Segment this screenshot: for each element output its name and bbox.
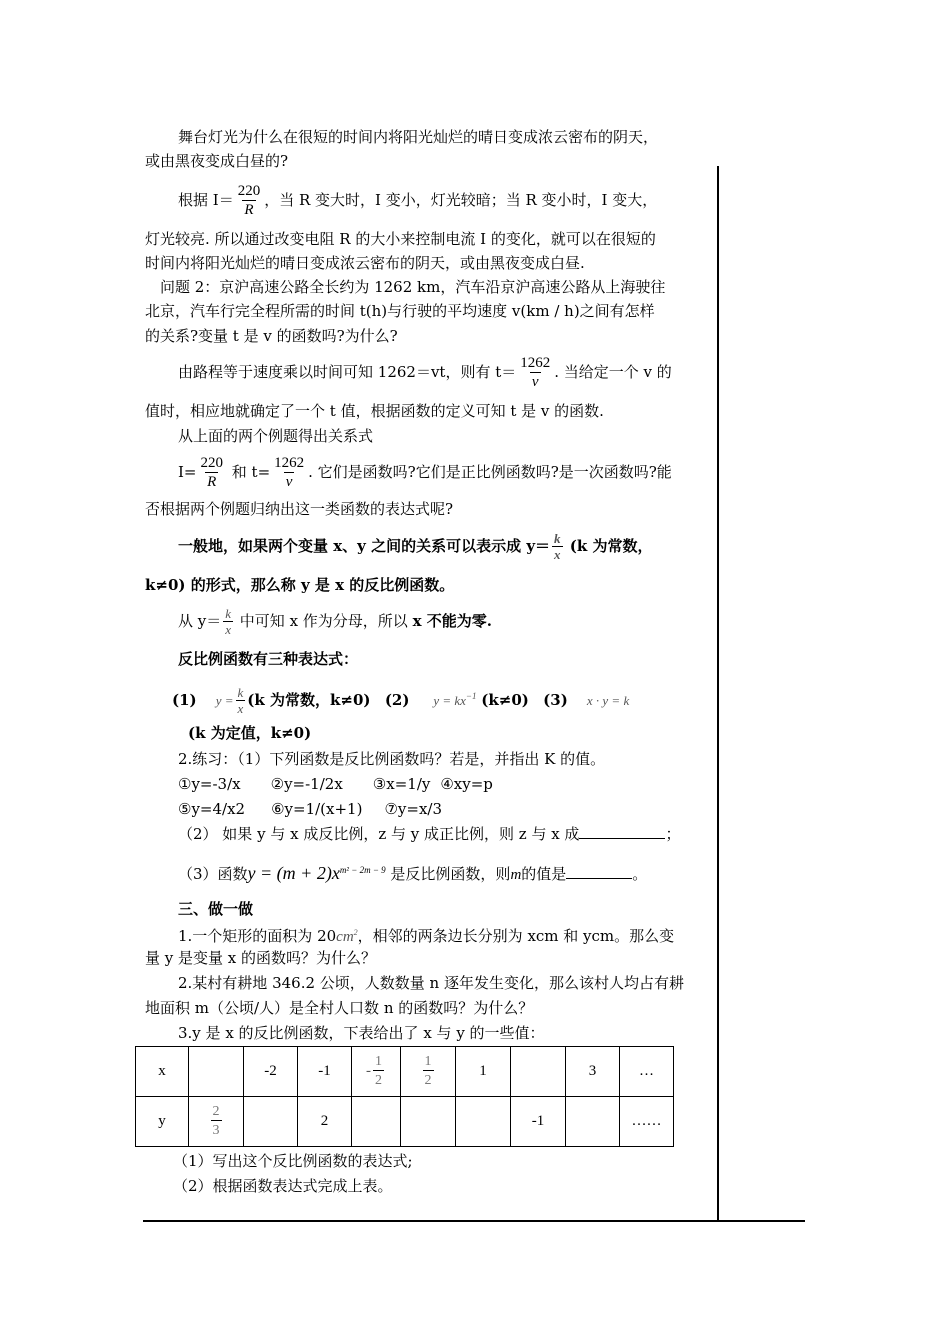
definition-line2: k≠0) 的形式，那么称 y 是 x 的反比例函数。 <box>145 576 455 594</box>
fraction-220-R-2: $\frac{220}{R}$ <box>200 454 223 490</box>
practice-q2: （2） 如果 y 与 x 成反比例，z 与 y 成正比例，则 z 与 x 成 ； <box>178 825 681 843</box>
fraction-k-x-3: $\frac{k}{x}$ <box>237 685 244 716</box>
s3-q3-line: 3.y 是 x 的反比例函数，下表给出了 x 与 y 的一些值： <box>178 1024 545 1042</box>
fraction-half-2: $\frac{1}{2}$ <box>424 1054 432 1088</box>
practice-row1: ①y=-3/x ②y=-1/2x ③x=1/y ④xy=p <box>178 775 493 793</box>
p2-pre: 根据 I＝ <box>178 191 234 209</box>
forms-title: 反比例函数有三种表达式： <box>178 650 359 668</box>
table-cell: x <box>136 1047 189 1097</box>
table-cell: -2 <box>244 1047 298 1097</box>
table-cell: 2 <box>298 1097 352 1147</box>
p5-line2: I= $\frac{220}{R}$ 和 t= $\frac{1262}{v}$ . 它们是函数吗?它们是正比例函数吗?是一次函数吗?能 <box>178 454 672 490</box>
practice-title: 2.练习：（1）下列函数是反比例函数吗？若是，并指出 K 的值。 <box>178 750 606 768</box>
p5-line1: 从上面的两个例题得出关系式 <box>178 427 374 445</box>
table-cell <box>511 1047 566 1097</box>
p4-line1: 由路程等于速度乘以时间可知 1262＝vt，则有 t＝ $\frac{1262}{v}$ . 当给定一个 v 的 <box>178 354 672 390</box>
table-row-y <box>136 1097 674 1147</box>
p1-line1: 舞台灯光为什么在很短的时间内将阳光灿烂的晴日变成浓云密布的阴天， <box>178 128 659 146</box>
table-cell <box>566 1097 620 1147</box>
xy-value-table <box>135 1046 674 1147</box>
fraction-1262-v-2: $\frac{1262}{v}$ <box>274 454 305 490</box>
forms-line2: (k 为定值，k≠0) <box>188 724 312 742</box>
after-line1: （1）写出这个反比例函数的表达式; <box>173 1152 413 1170</box>
table-cell: 3 <box>566 1047 620 1097</box>
fraction-k-x: $\frac{k}{x}$ <box>554 531 561 562</box>
fraction-two-thirds: $\frac{2}{3}$ <box>212 1104 220 1138</box>
answer-blank-q2[interactable] <box>579 838 665 839</box>
table-cell: -1 <box>511 1097 566 1147</box>
table-cell <box>456 1097 511 1147</box>
s3-q2-line1: 2.某村有耕地 346.2 公顷，人数数量 n 逐年发生变化，那么该村人均占有耕 <box>178 974 684 992</box>
s3-q1-line1: 1.一个矩形的面积为 $20cm^2$，相邻的两条边长分别为 xcm 和 ycm。那么变 <box>178 927 675 945</box>
p2-line2: 灯光较亮. 所以通过改变电阻 R 的大小来控制电流 I 的变化，就可以在很短的 <box>145 230 656 248</box>
p1-line2: 或由黑夜变成白昼的? <box>145 152 289 170</box>
s3-q2-line2: 地面积 m（公顷/人）是全村人口数 n 的函数吗？为什么？ <box>145 999 534 1017</box>
p5-line3: 否根据两个例题归纳出这一类函数的表达式呢? <box>145 500 454 518</box>
practice-row2: ⑤y=4/x2 ⑥y=1/(x+1) ⑦y=x/3 <box>178 800 443 818</box>
table-cell <box>189 1047 244 1097</box>
p2-line1 <box>178 178 657 222</box>
forms-line: (1) y = $\frac{k}{x}$ (k 为常数，k≠0) (2) $y = kx^{-1}$ (k≠0) (3) x · y = k <box>172 685 630 716</box>
definition-line1: 一般地，如果两个变量 x、y 之间的关系可以表示成 y＝ $\frac{k}{x}$ (k 为常数， <box>178 531 653 562</box>
table-cell <box>244 1097 298 1147</box>
s3-q1-line2: 量 y 是变量 x 的函数吗？为什么？ <box>145 949 377 967</box>
section3-title: 三、做一做 <box>178 900 254 918</box>
fraction-1262-v: $\frac{1262}{v}$ <box>520 354 551 390</box>
fraction-220-R: $\frac{220}{R}$ <box>237 182 261 218</box>
table-cell: - $\frac{1}{2}$ <box>352 1047 401 1097</box>
p3-line1: 问题 2：京沪高速公路全长约为 1262 km，汽车沿京沪高速公路从上海驶往 <box>160 278 666 296</box>
p2-post: ，当 R 变大时，I 变小，灯光较暗；当 R 变小时，I 变大， <box>264 191 658 209</box>
table-cell: … <box>620 1047 674 1097</box>
answer-blank-q3[interactable] <box>566 878 632 879</box>
table-cell <box>401 1047 456 1097</box>
practice-q3: （3）函数$y = (m + 2)x^{m^2 - 2m - 9}$ 是反比例函数，则m的值是 。 <box>178 863 648 883</box>
fraction-k-x-2: $\frac{k}{x}$ <box>225 606 232 637</box>
table-cell <box>401 1097 456 1147</box>
table-cell: -1 <box>298 1047 352 1097</box>
table-cell <box>352 1097 401 1147</box>
table-cell: …… <box>620 1097 674 1147</box>
table-row-x <box>136 1047 674 1097</box>
p3-line2: 北京，汽车行完全程所需的时间 t(h)与行驶的平均速度 v(km / h)之间有怎样 <box>145 302 655 320</box>
right-margin-rule <box>717 166 719 1222</box>
p2-line3: 时间内将阳光灿烂的晴日变成浓云密布的阴天，或由黑夜变成白昼. <box>145 254 585 272</box>
p3-line3: 的关系?变量 t 是 v 的函数吗?为什么? <box>145 327 398 345</box>
table-cell <box>189 1097 244 1147</box>
table-cell: 1 <box>456 1047 511 1097</box>
bottom-rule <box>143 1220 805 1222</box>
fraction-half: $\frac{1}{2}$ <box>375 1054 382 1088</box>
after-line2: （2）根据函数表达式完成上表。 <box>173 1177 393 1195</box>
p4-line2: 值时，相应地就确定了一个 t 值，根据函数的定义可知 t 是 v 的函数. <box>145 402 604 420</box>
note-line: 从 y＝ $\frac{k}{x}$ 中可知 x 作为分母，所以 x 不能为零. <box>178 606 492 637</box>
table-cell: y <box>136 1097 189 1147</box>
